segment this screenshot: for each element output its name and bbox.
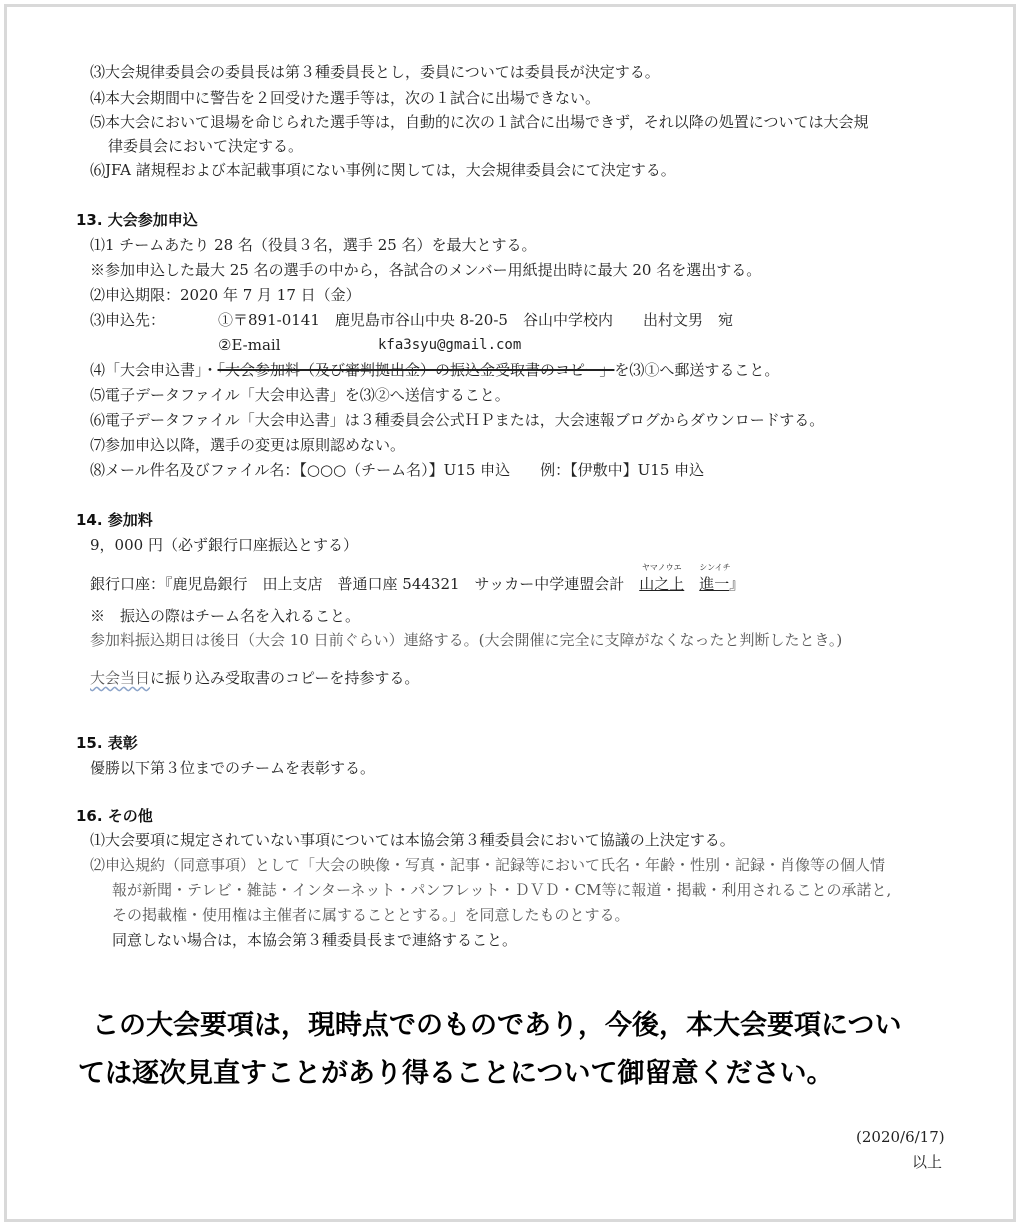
s14-name-family-text: 山之上 [639,575,685,593]
s13-note-1: ※参加申込した最大 25 名の選手の中から，各試合のメンバー用紙提出時に最大 20 名を選出する。 [90,261,762,279]
s14-bank-post: 』 [729,575,745,593]
s16-item-2-line-1: ⑵申込規約（同意事項）として「大会の映像・写真・記事・記録等において氏名・年齢・性別・記録・肖像等の個人情 [90,856,886,874]
rules-item-5: ⑸本大会において退場を命じられた選手等は，自動的に次の１試合に出場できず，それ以降の処置については大会規 [90,113,869,131]
s13-item-3-email-label: ②E-mail [218,336,281,354]
s14-bank-account [90,563,745,594]
s13-item-3-address: ①〒891-0141 鹿児島市谷山中央 8-20-5 谷山中学校内 出村文男 宛 [218,311,733,329]
s13-item-3-email: kfa3syu@gmail.com [378,337,522,353]
rules-item-6: ⑹JFA 諸規程および本記載事項にない事例に関しては，大会規律委員会にて決定する。 [90,161,676,179]
s13-item-4-struck: 「大会参加料（及び審判拠出金）の振込金受取書のコピー」 [217,361,615,379]
s14-note-3-rest: に振り込み受取書のコピーを持参する。 [150,669,420,687]
s14-fee: 9，000 円（必ず銀行口座振込とする） [90,536,358,554]
s15-text: 優勝以下第３位までのチームを表彰する。 [90,759,376,777]
s14-note-3-underlined: 大会当日 [90,669,151,687]
s16-item-2-line-3: その掲載権・使用権は主催者に属することとする。」を同意したものとする。 [112,906,630,924]
notice-line-2: ては逐次見直すことがあり得ることについて御留意ください。 [78,1058,834,1089]
s14-name-given-text: 進一 [699,575,730,593]
footer-end: 以上 [912,1153,943,1171]
s13-item-6: ⑹電子データファイル「大会申込書」は３種委員会公式ＨＰまたは，大会速報ブログからダウンロードする。 [90,411,825,429]
s16-item-1: ⑴大会要項に規定されていない事項については本協会第３種委員会において協議の上決定する。 [90,831,735,849]
s13-item-3-label: ⑶申込先： [90,311,166,329]
s16-item-2-line-2: 報が新聞・テレビ・雑誌・インターネット・パンフレット・ＤＶＤ・CM等に報道・掲載・利用されることの承諾と, [112,881,892,899]
rules-item-4: ⑷本大会期間中に警告を２回受けた選手等は，次の１試合に出場できない。 [90,89,601,107]
rules-item-3: ⑶大会規律委員会の委員長は第３種委員長とし，委員については委員長が決定する。 [90,63,660,81]
s14-name-given [699,563,731,594]
s14-name-family [639,563,685,594]
s14-note-1: ※ 振込の際はチーム名を入れること。 [90,607,361,625]
s14-bank-pre: 銀行口座：『鹿児島銀行 田上支店 普通口座 544321 サッカー中学連盟会計 [90,575,640,593]
s13-item-1: ⑴1 チームあたり 28 名（役員３名，選手 25 名）を最大とする。 [90,236,537,254]
s13-item-5: ⑸電子データファイル「大会申込書」を⑶②へ送信すること。 [90,386,510,404]
s14-note-3 [90,668,419,688]
section-13-heading: 13. 大会参加申込 [76,211,198,229]
s13-item-4-pre: ⑷「大会申込書」・ [90,361,218,379]
footer-date: (2020/6/17) [856,1128,945,1146]
s13-item-2: ⑵申込期限：2020 年 7 月 17 日（金） [90,286,361,304]
s14-name-given-ruby: シンイチ [699,563,731,572]
section-15-heading: 15. 表彰 [76,734,138,752]
s13-item-8: ⑻メール件名及びファイル名：【○○○（チーム名）】U15 申込 例：【伊敷中】U15 申込 [90,461,705,479]
s14-name-family-ruby: ヤマノウエ [641,563,682,572]
s14-note-2: 参加料振込期日は後日（大会 10 日前ぐらい）連絡する。(大会開催に完全に支障がなくなったと判断したとき。) [90,631,843,649]
notice-line-1: この大会要項は，現時点でのものであり，今後，本大会要項につい [92,1010,902,1041]
s16-item-2-line-4: 同意しない場合は，本協会第３種委員長まで連絡すること。 [112,931,518,949]
s13-item-4 [90,360,779,380]
s13-item-7: ⑺参加申込以降，選手の変更は原則認めない。 [90,436,406,454]
rules-item-5-cont: 律委員会において決定する。 [108,137,304,155]
section-16-heading: 16. その他 [76,807,153,825]
s13-item-4-post: を⑶①へ郵送すること。 [614,361,780,379]
section-14-heading: 14. 参加料 [76,511,153,529]
